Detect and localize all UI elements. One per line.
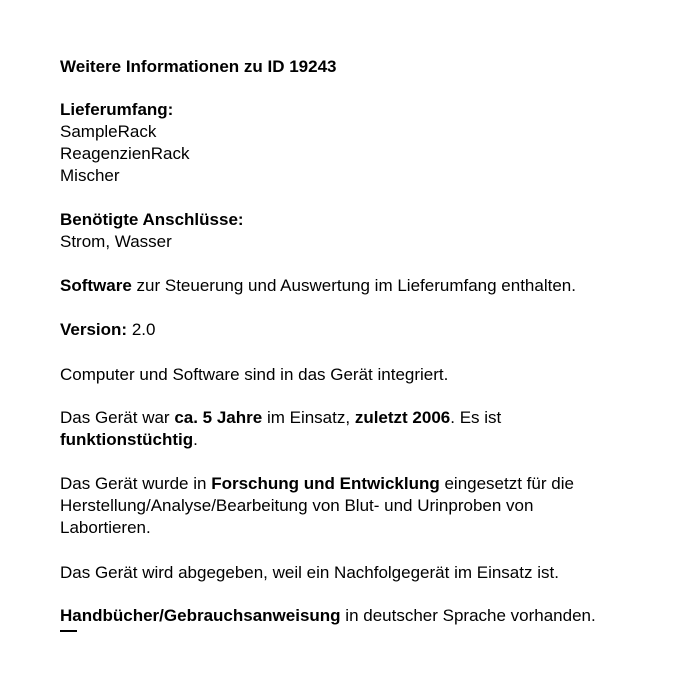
anschluesse-section	[60, 209, 680, 253]
einsatz-condition: funktionstüchtig	[60, 430, 194, 449]
forschung-bold: Forschung und Entwicklung	[211, 474, 440, 493]
forschung-line-3: Labortieren.	[60, 518, 151, 537]
anschluesse-value: Strom, Wasser	[60, 232, 172, 251]
anschluesse-label: Benötigte Anschlüsse:	[60, 210, 244, 229]
forschung-paragraph	[60, 473, 680, 539]
software-paragraph	[60, 275, 680, 297]
forschung-line-2: Herstellung/Analyse/Bearbeitung von Blut- und Urinproben von	[60, 496, 534, 515]
einsatz-text: .	[193, 430, 198, 449]
einsatz-text: Das Gerät war	[60, 408, 175, 427]
version-paragraph	[60, 319, 680, 341]
lieferumfang-section	[60, 99, 680, 187]
version-value: 2.0	[127, 320, 156, 339]
abgabe-paragraph: Das Gerät wird abgegeben, weil ein Nachfolgegerät im Einsatz ist.	[60, 563, 559, 582]
software-bold: Software	[60, 276, 132, 295]
forschung-text: Das Gerät wurde in	[60, 474, 212, 493]
software-text: zur Steuerung und Auswertung im Lieferumfang enthalten.	[131, 276, 576, 295]
handbuecher-bold: Handbücher/Gebrauchsanweisung	[60, 606, 341, 625]
version-label: Version:	[60, 320, 128, 339]
lieferumfang-item: ReagenzienRack	[60, 144, 190, 163]
lieferumfang-item: SampleRack	[60, 122, 157, 141]
einsatz-text: . Es ist	[450, 408, 502, 427]
lieferumfang-label: Lieferumfang:	[60, 100, 174, 119]
forschung-text: eingesetzt für die	[439, 474, 574, 493]
integriert-paragraph: Computer und Software sind in das Gerät integriert.	[60, 365, 449, 384]
einsatz-last-used: zuletzt 2006	[354, 408, 451, 427]
lieferumfang-item: Mischer	[60, 166, 120, 185]
handbuecher-paragraph	[60, 605, 680, 627]
einsatz-text: im Einsatz,	[262, 408, 355, 427]
einsatz-paragraph	[60, 407, 680, 451]
einsatz-duration: ca. 5 Jahre	[174, 408, 263, 427]
document-title: Weitere Informationen zu ID 19243	[60, 57, 337, 76]
handbuecher-text: in deutscher Sprache vorhanden.	[340, 606, 596, 625]
underline-mark	[60, 630, 77, 632]
